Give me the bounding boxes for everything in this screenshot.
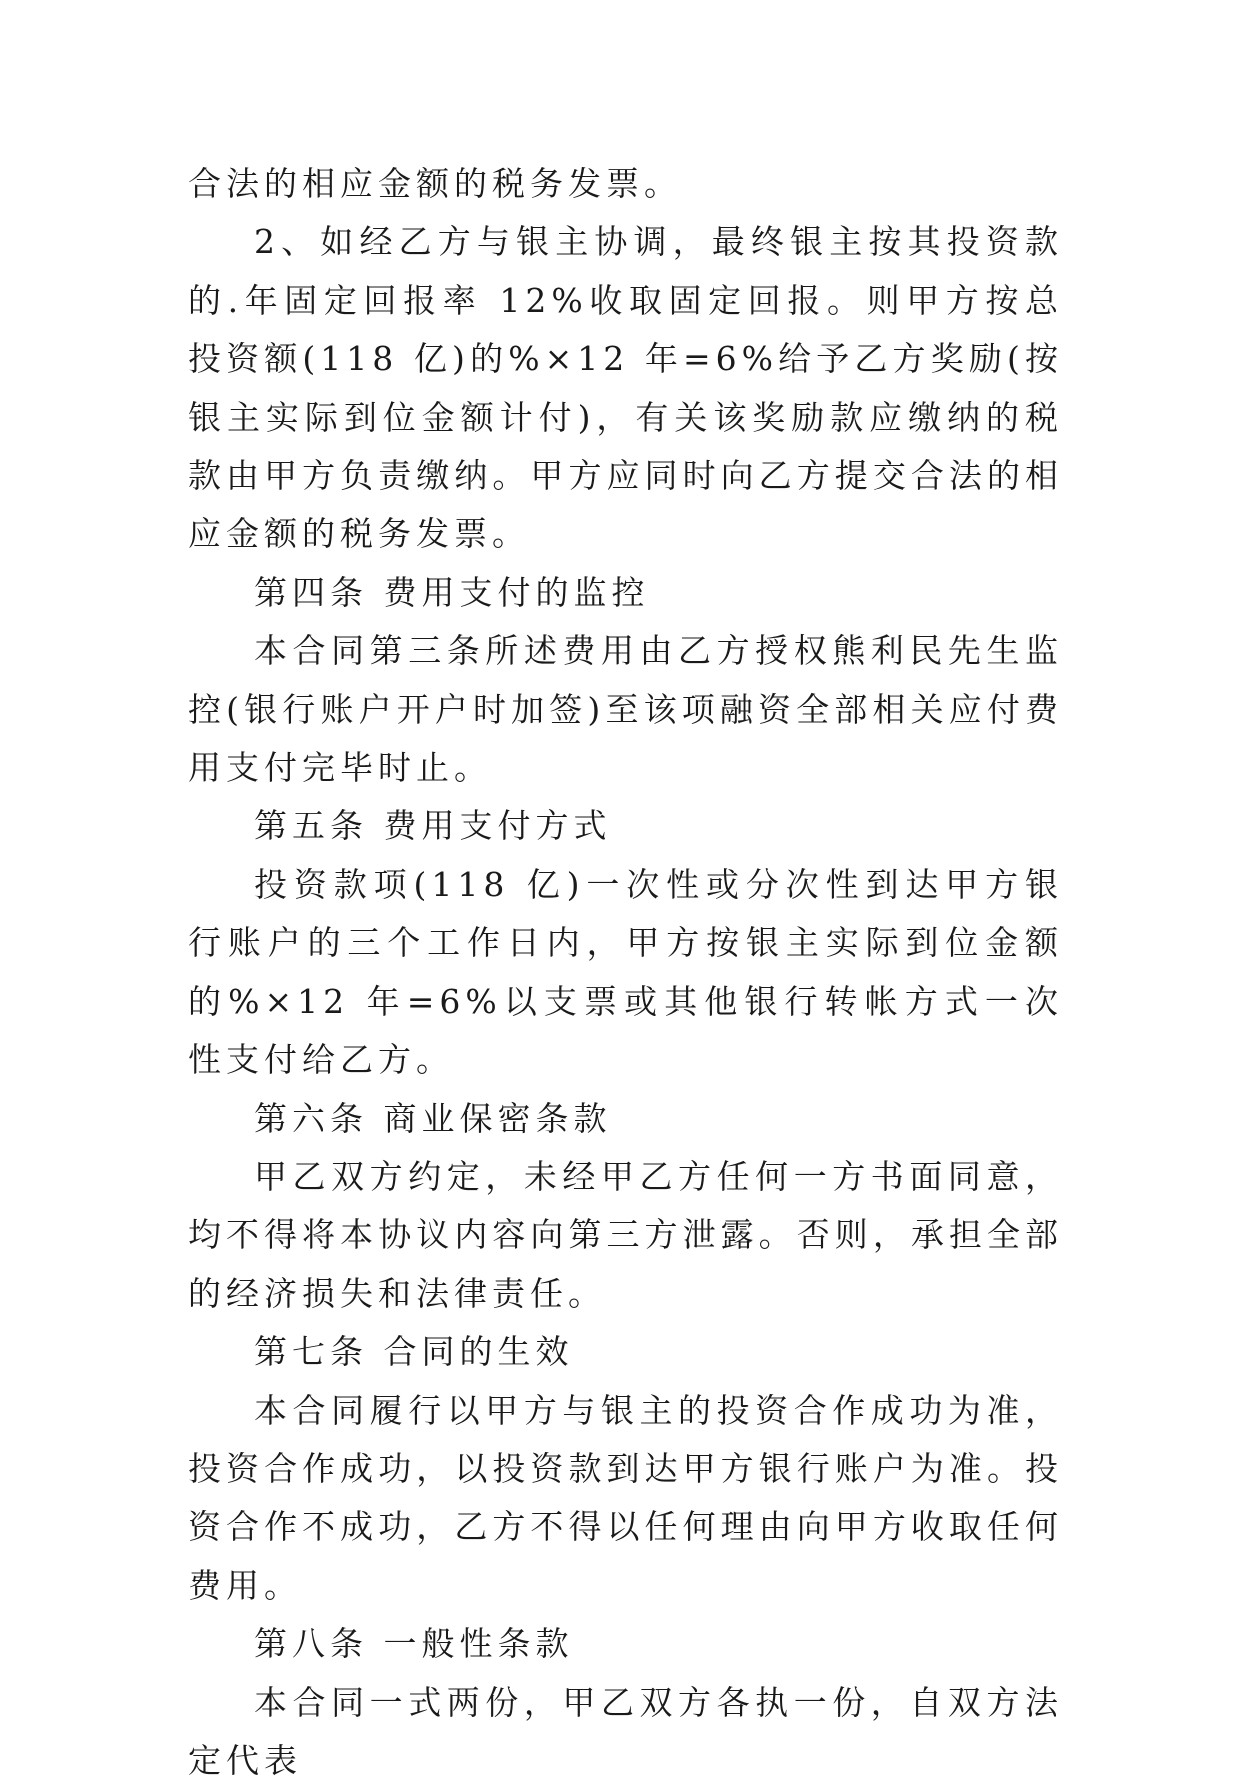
paragraph-article-8: 本合同一式两份，甲乙双方各执一份，自双方法定代表 (188, 1682, 1063, 1780)
paragraph-continuation: 合法的相应金额的税务发票。 (188, 164, 682, 203)
document-body (188, 155, 1063, 1790)
paragraph-clause-2: 2、如经乙方与银主协调，最终银主按其投资款的.年固定回报率 12%收取固定回报。则甲方按总投资额(118 亿)的%×12 年=6%给予乙方奖励(按银主实际到位金额计付)，有关该奖励款应缴纳的税款由甲方负责缴纳。甲方应同时向乙方提交合法的相应金额的税务发票。 (188, 222, 1063, 554)
section-heading-article-6: 第六条 商业保密条款 (254, 1098, 612, 1138)
section-heading-article-4: 第四条 费用支付的监控 (254, 572, 650, 612)
paragraph-article-6: 甲乙双方约定，未经甲乙方任何一方书面同意，均不得将本协议内容向第三方泄露。否则，承担全部的经济损失和法律责任。 (188, 1156, 1063, 1313)
section-heading-article-5: 第五条 费用支付方式 (254, 806, 612, 846)
paragraph-article-7: 本合同履行以甲方与银主的投资合作成功为准，投资合作成功，以投资款到达甲方银行账户为准。投资合作不成功，乙方不得以任何理由向甲方收取任何费用。 (188, 1390, 1063, 1605)
section-heading-article-7: 第七条 合同的生效 (254, 1332, 574, 1372)
paragraph-article-5: 投资款项(118 亿)一次性或分次性到达甲方银行账户的三个工作日内，甲方按银主实际到位金额的%×12 年=6%以支票或其他银行转帐方式一次性支付给乙方。 (188, 864, 1063, 1080)
section-heading-article-8: 第八条 一般性条款 (254, 1624, 574, 1664)
paragraph-article-4: 本合同第三条所述费用由乙方授权熊利民先生监控(银行账户开户时加签)至该项融资全部相关应付费用支付完毕时止。 (188, 631, 1063, 788)
